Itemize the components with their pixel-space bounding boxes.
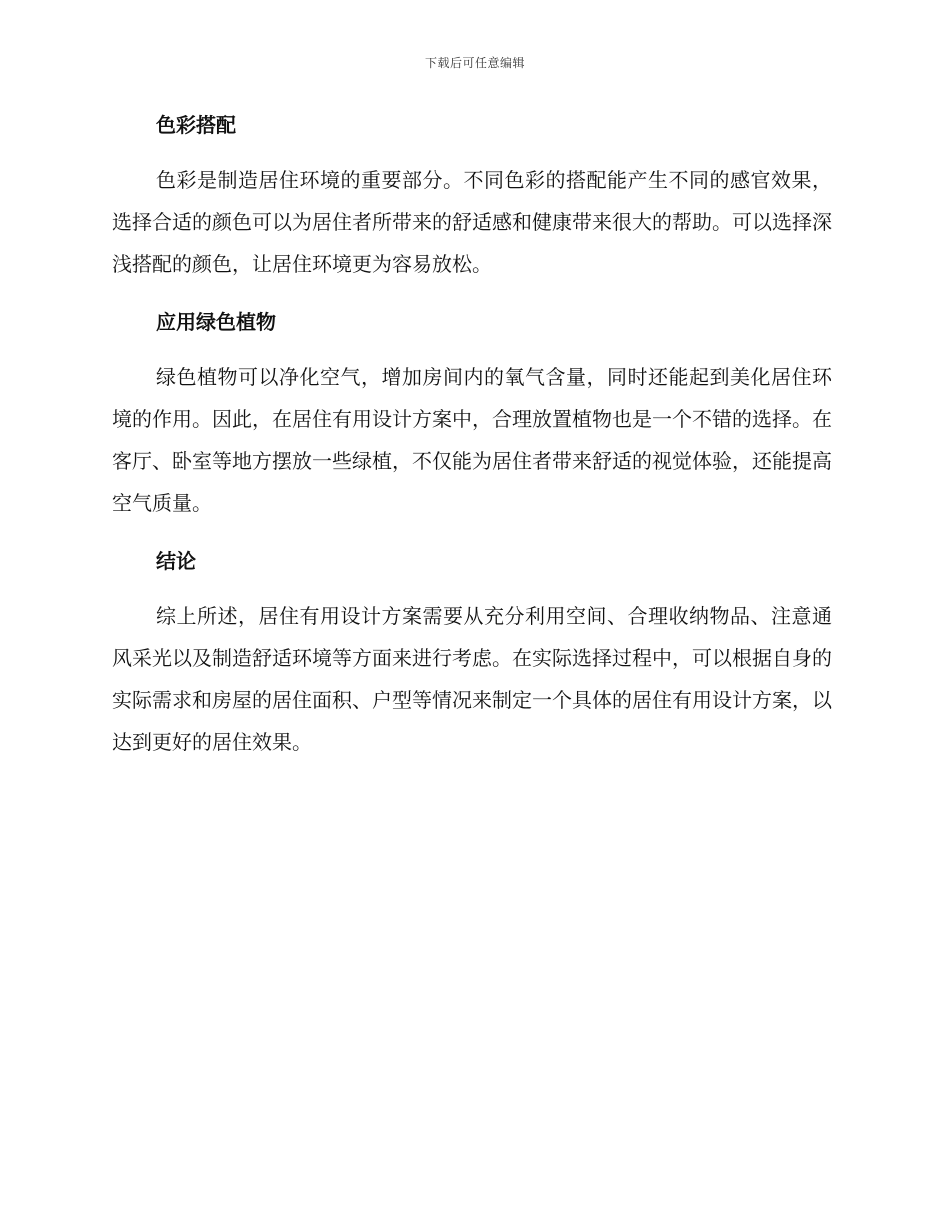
section-heading: 应用绿色植物 [156,310,276,334]
section-heading: 结论 [156,549,196,573]
document-content [112,110,832,785]
section-paragraph: 综上所述，居住有用设计方案需要从充分利用空间、合理收纳物品、注意通风采光以及制造舒适环境等方面来进行考虑。在实际选择过程中，可以根据自身的实际需求和房屋的居住面积、户型等情况来制定一个具体的居住有用设计方案，以达到更好的居住效果。 [112,604,832,754]
section-color-matching [112,110,832,285]
section-paragraph: 绿色植物可以净化空气，增加房间内的氧气含量，同时还能起到美化居住环境的作用。因此，在居住有用设计方案中，合理放置植物也是一个不错的选择。在客厅、卧室等地方摆放一些绿植，不仅能为居住者带来舒适的视觉体验，还能提高空气质量。 [112,365,832,515]
header-note: 下载后可任意编辑 [424,56,525,70]
section-paragraph: 色彩是制造居住环境的重要部分。不同色彩的搭配能产生不同的感官效果，选择合适的颜色可以为居住者所带来的舒适感和健康带来很大的帮助。可以选择深浅搭配的颜色，让居住环境更为容易放松。 [112,168,832,276]
section-heading: 色彩搭配 [156,113,236,137]
section-conclusion [112,546,832,763]
section-green-plants [112,307,832,524]
